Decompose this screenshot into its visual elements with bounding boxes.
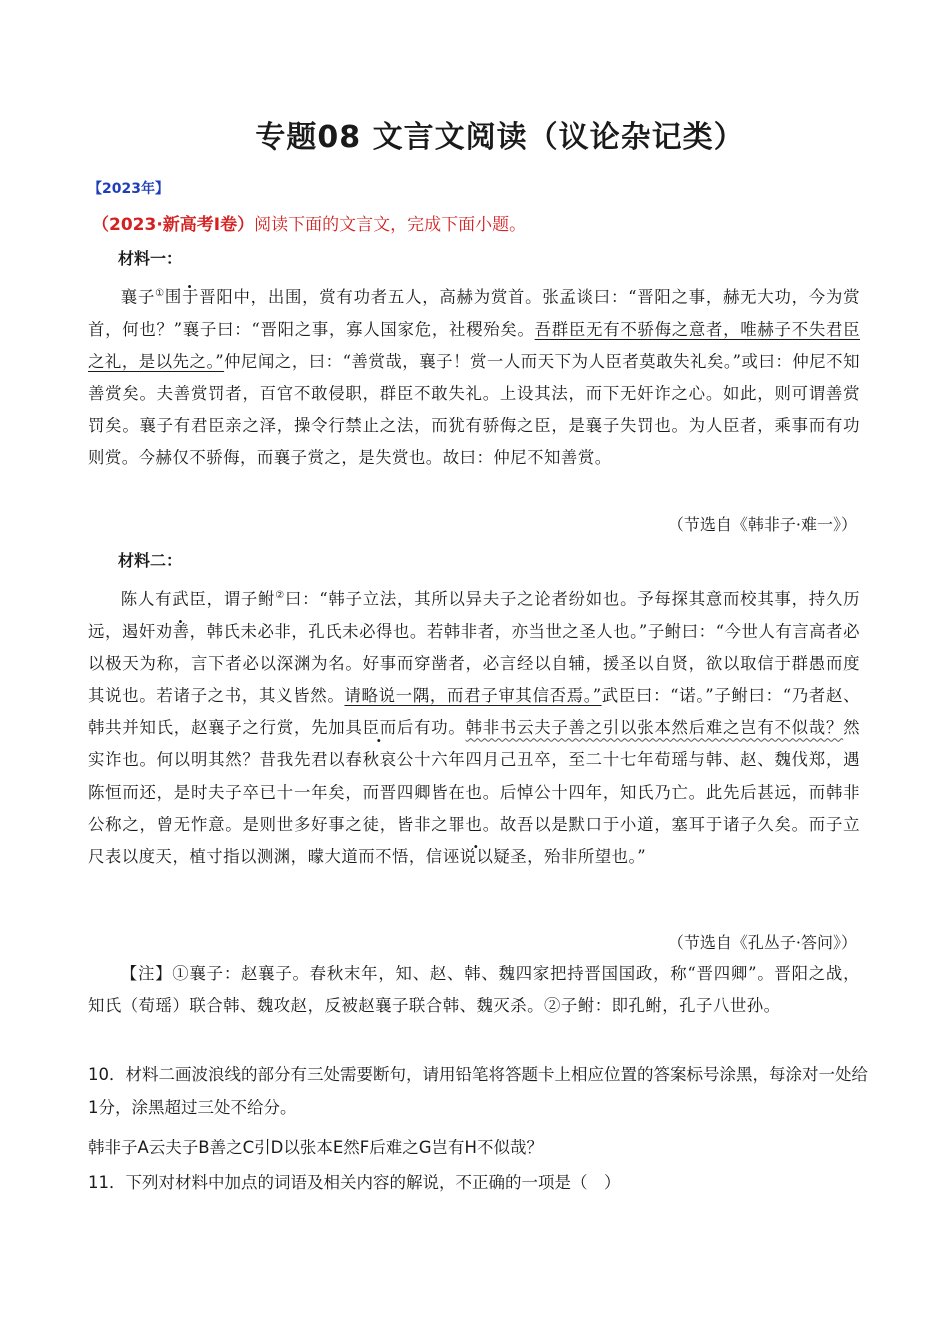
m1-seg-b: 于晋阳中，出围，赏有功者五人，高赫为赏首。张孟谈曰：“晋阳之事，赫无大功，今为赏首，何也？”襄子曰：“晋阳之事，寡人国家危，社稷殆矣。 (88, 287, 861, 339)
m1-underlined-sentence: 吾群臣无有不骄侮之意者，唯赫子不失君臣之礼，是以先之。” (88, 319, 860, 371)
m2-seg-e: 而后有功。 (379, 718, 466, 738)
m2-wavy-sentence: 韩非书云夫子善之引以张本然后难之岂有不似哉？ (465, 718, 844, 738)
exam-instruction: 阅读下面的文言文，完成下面小题。 (254, 215, 527, 235)
material1-text (88, 278, 860, 475)
material2-citation: （节选自《孔丛子·答问》） (667, 933, 857, 952)
exam-source: （2023·新高考Ⅰ卷） (92, 215, 255, 235)
m1-footnote-1: ① (155, 288, 165, 299)
m2-seg-c: 善，韩氏未必非，孔氏未必得也。若韩非者，亦当世之圣人也。”子鲋曰：“今世人有言高者必以极天为称，言下者必以深渊为名。好事而穿凿者，必言经以自辅，援圣以自贤，欲以取信于群愚而度其说也。若诸子之书，其义皆然。 (88, 621, 861, 706)
m1-seg-a: 襄子 (120, 287, 156, 307)
m2-footnote-2: ② (275, 590, 285, 601)
annotation-note: 【注】①襄子：赵襄子。春秋末年，知、赵、韩、魏四家把持晋国国政，称“晋四卿”。晋阳之战，知氏（荀瑶）联合韩、魏攻赵，反被赵襄子联合韩、魏灭杀。②子鲋：即孔鲋，孔子八世孙。 (88, 964, 860, 1016)
material2-text (88, 580, 860, 873)
m2-dotted-word-2: 具臣 (345, 718, 380, 738)
question-10: 10．材料二画波浪线的部分有三处需要断句，请用铅笔将答题卡上相应位置的答案标号涂黑，每涂对一处给1分，涂黑超过三处不给分。 (88, 1065, 868, 1117)
m2-dotted-word-1: 劝 (155, 621, 173, 641)
material2-heading: 材料二： (118, 551, 183, 570)
m2-dotted-word-3: 诬说 (442, 847, 477, 867)
page-title: 专题08 文言文阅读（议论杂记类） (255, 120, 745, 155)
m2-seg-d: 武臣曰：“诺。”子鲋曰：“乃者赵、韩共并知氏，赵襄子之行赏，先加 (88, 686, 861, 738)
m1-seg-c: 仲尼闻之，曰：“善赏哉，襄子！赏一人而天下为人臣者莫敢失礼矣。”或曰：仲尼不知善赏矣。夫善赏罚者，百官不敢侵职，群臣不敢失礼。上设其法，而下无奸诈之心。如此，则可谓善赏罚矣。襄子有君臣亲之泽，操令行禁止之法，而犹有骄侮之臣，是襄子失罚也。为人臣者，乘事而有功则赏。今赫仅不骄侮，而襄子赏之，是失赏也。故曰：仲尼不知善赏。 (88, 351, 860, 468)
question-10-options: 韩非子A云夫子B善之C引D以张本E然F后难之G岂有H不似哉？ (88, 1138, 543, 1157)
m2-seg-f: 然实诈也。何以明其然？昔我先君以春秋哀公十六年四月己丑卒，至二十七年荀瑶与韩、赵、魏伐郑，遇陈恒而还，是时夫子卒已十一年矣，而晋四卿皆在也。后悼公十四年，知氏乃亡。此先后甚远，而韩非公称之，曾无怍意。是则世多好事之徒，皆非之罪也。故吾以是默口于小道，塞耳于诸子久矣。而子立尺表以度天，植寸指以测渊，曚大道而不悟，信 (88, 718, 861, 867)
material1-citation: （节选自《韩非子·难一》） (667, 515, 857, 534)
question-11: 11．下列对材料中加点的词语及相关内容的解说，不正确的一项是（ ） (88, 1173, 621, 1192)
m2-underlined-sentence: 请略说一隅，而君子审其信否焉。” (344, 686, 602, 706)
m2-seg-g: 以疑圣，殆非所望也。” (476, 847, 647, 867)
exam-source-line (92, 210, 526, 235)
m1-dotted-word: 围 (164, 287, 183, 307)
m2-seg-a: 陈人有武臣，谓子鲋 (120, 589, 276, 609)
year-tag: 【2023年】 (88, 181, 169, 197)
material1-heading: 材料一： (118, 249, 183, 268)
m2-seg-b: 曰：“韩子立法，其所以异夫子之论者纷如也。予每探其意而校其事，持久历远，遏奸 (88, 589, 860, 641)
